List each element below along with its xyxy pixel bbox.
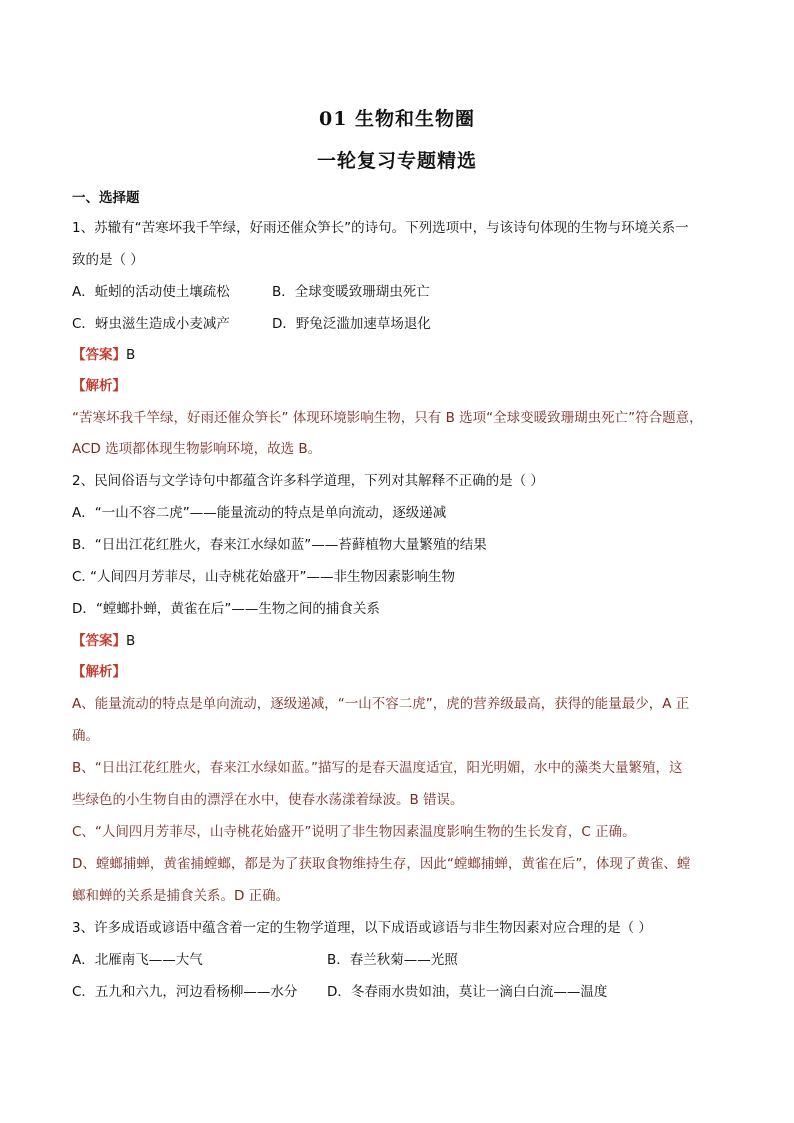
- question-2-analysis-label: 【解析】: [72, 664, 126, 680]
- question-1-analysis-line: ACD 选项都体现生物影响环境，故选 B。: [72, 441, 322, 457]
- answer-label: 【答案】: [72, 633, 126, 649]
- question-2-stem: 2、民间俗语与文学诗句中都蕴含许多科学道理，下列对其解释不正确的是（ ）: [72, 473, 544, 489]
- question-2-analysis-line: B、“日出江花红胜火，春来江水绿如蓝。”描写的是春天温度适宜，阳光明媚，水中的藻类大量繁殖，这: [72, 760, 683, 776]
- question-2-analysis-line: 螂和蝉的关系是捕食关系。D 正确。: [72, 888, 290, 904]
- question-1-stem: 1、苏辙有“苦寒坏我千竿绿，好雨还催众笋长”的诗句。下列选项中，与该诗句体现的生物与环境关系一: [72, 220, 689, 236]
- section-heading: 一、选择题: [72, 190, 140, 206]
- option-a: A．蚯蚓的活动使土壤疏松: [72, 284, 230, 300]
- answer-value: B: [126, 633, 136, 649]
- question-1-answer: [72, 345, 732, 365]
- document-title: 01 生物和生物圈: [318, 108, 476, 130]
- option-c: C．蚜虫滋生造成小麦减产: [72, 316, 230, 332]
- option-c: C. “人间四月芳菲尽，山寺桃花始盛开”——非生物因素影响生物: [72, 569, 455, 585]
- document-subtitle: 一轮复习专题精选: [316, 150, 477, 172]
- option-c: C．五九和六九，河边看杨柳——水分: [72, 984, 298, 1000]
- answer-label: 【答案】: [72, 347, 126, 363]
- question-1-analysis-line: “苦寒坏我千竿绿，好雨还催众笋长” 体现环境影响生物，只有 B 选项“全球变暖致珊瑚虫死亡”符合题意，: [72, 410, 703, 426]
- option-d: D．冬春雨水贵如油，莫让一滴白白流——温度: [327, 984, 608, 1000]
- option-a: A．北雁南飞——大气: [72, 952, 203, 968]
- option-d: D．野兔泛滥加速草场退化: [272, 316, 431, 332]
- question-2-analysis-line: C、“人间四月芳菲尽，山寺桃花始盛开”说明了非生物因素温度影响生物的生长发育，C 正确。: [72, 824, 636, 840]
- question-2-answer: [72, 631, 732, 651]
- question-2-analysis-line: A、能量流动的特点是单向流动，逐级递减，“一山不容二虎”，虎的营养级最高，获得的能量最少，A 正: [72, 696, 690, 712]
- option-a: A．“一山不容二虎”——能量流动的特点是单向流动，逐级递减: [72, 505, 447, 521]
- question-2-analysis-line: D、螳螂捕蝉，黄雀捕螳螂，都是为了获取食物维持生存，因此“螳螂捕蝉，黄雀在后”，体现了黄雀、螳: [72, 856, 691, 872]
- option-b: B．“日出江花红胜火，春来江水绿如蓝”——苔藓植物大量繁殖的结果: [72, 537, 487, 553]
- option-b: B．全球变暖致珊瑚虫死亡: [272, 284, 430, 300]
- question-3-options-row2: [72, 982, 732, 1002]
- question-1-options-row2: [72, 314, 732, 334]
- question-1-stem-cont: 致的是（ ）: [72, 252, 144, 268]
- question-2-analysis-line: 些绿色的小生物自由的漂浮在水中，使春水荡漾着绿波。B 错误。: [72, 792, 464, 808]
- question-3-options-row1: [72, 950, 732, 970]
- option-d: D．“螳螂扑蝉，黄雀在后”——生物之间的捕食关系: [72, 601, 380, 617]
- answer-value: B: [126, 347, 136, 363]
- question-3-stem: 3、许多成语或谚语中蕴含着一定的生物学道理，以下成语或谚语与非生物因素对应合理的是（ ）: [72, 920, 652, 936]
- option-b: B．春兰秋菊——光照: [327, 952, 458, 968]
- question-2-analysis-line: 确。: [72, 728, 99, 744]
- question-1-options-row1: [72, 282, 732, 302]
- question-1-analysis-label: 【解析】: [72, 378, 126, 394]
